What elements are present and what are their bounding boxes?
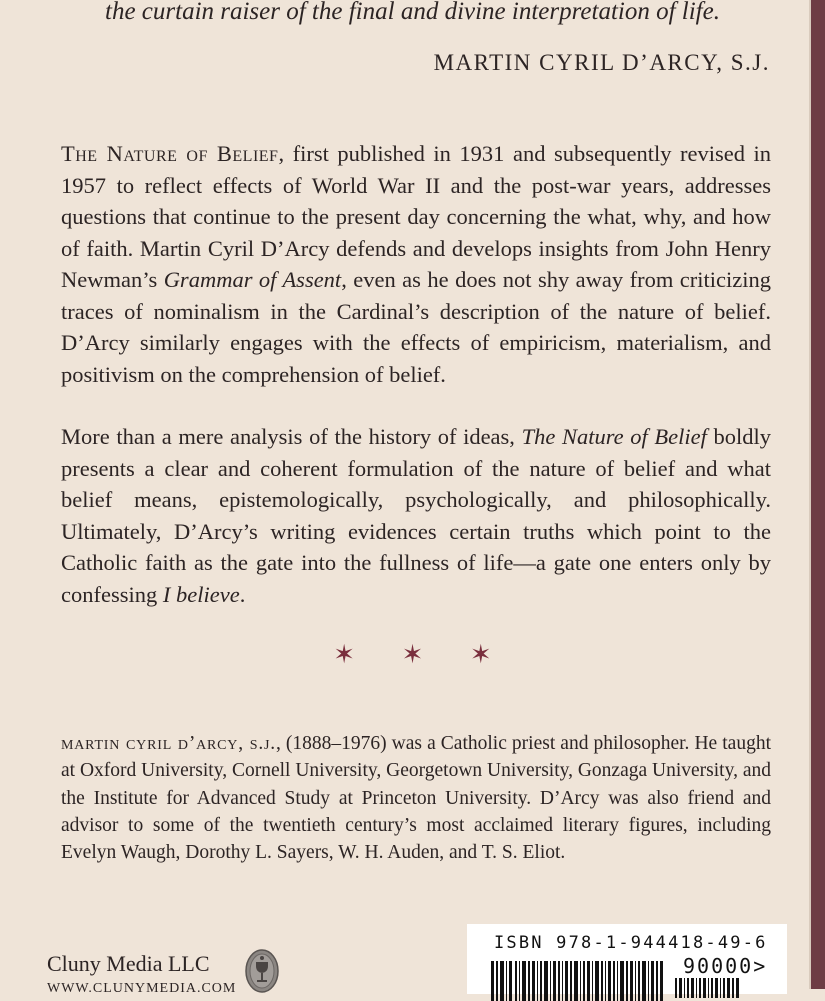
isbn-barcode: [467, 924, 787, 994]
author-bio: [61, 730, 771, 866]
epigraph-quote: the curtain raiser of the final and divine interpretation of life.: [105, 0, 720, 25]
description-paragraph-1: [61, 138, 771, 390]
publisher-seal-icon: [244, 948, 280, 994]
star-ornament-icon: ✶: [401, 640, 424, 669]
author-name: martin cyril d’arcy, s.j.: [61, 733, 276, 754]
description-paragraph-2: [61, 421, 771, 610]
spine-strip: [811, 0, 825, 989]
publisher-name: Cluny Media LLC: [47, 951, 210, 976]
price-code: 90000>: [683, 954, 768, 978]
emphasis-phrase: I believe: [162, 581, 240, 607]
ornament-divider: [0, 637, 825, 673]
referenced-book-title: Grammar of Assent: [163, 267, 342, 292]
book-title-italic: The Nature of Belief: [521, 424, 707, 449]
description-text: boldly presents a clear and coherent formulation of the nature of belief and what belief means, epistemologically, psychologically, and philosophically. Ultimately, D’Arcy’s writing evidences certain truths which point to the Catholic faith as the gate into the fullness of life—a gate one enters only by confessing: [61, 424, 771, 607]
description-text: , even as he does not shy away from criticizing traces of nominalism in the Cardinal’s description of the nature of belief. D’Arcy similarly engages with the effects of empiricism, materialism, and positivism on the comprehension of belief.: [61, 267, 771, 387]
description-text: .: [239, 581, 246, 607]
isbn-number: ISBN 978-1-944418-49-6: [494, 933, 768, 953]
addon-barcode-bars: [675, 978, 745, 998]
book-title-smallcaps: The Nature of Belief: [61, 141, 279, 166]
star-ornament-icon: ✶: [469, 640, 492, 669]
description-text: , first published in 1931 and subsequently revised in 1957 to reflect effects of World War II and the post-war years, addresses questions that continue to the present day concerning the what, why, and how of faith. Martin Cyril D’Arcy defends and develops insights from John Henry Newman’s: [61, 141, 771, 292]
barcode-bars: [491, 961, 671, 1001]
epigraph-attribution: MARTIN CYRIL D’ARCY, S.J.: [433, 50, 770, 75]
bio-text: , (1888–1976) was a Catholic priest and philosopher. He taught at Oxford University, Cornell University, Georgetown University, Gonzaga University, and the Institute for Advanced Study at Princeton University. D’Arcy was also friend and advisor to some of the twentieth century’s most acclaimed literary figures, including Evelyn Waugh, Dorothy L. Sayers, W. H. Auden, and T. S. Eliot.: [61, 733, 771, 864]
publisher-website: WWW.CLUNYMEDIA.COM: [47, 981, 237, 996]
star-ornament-icon: ✶: [333, 640, 356, 669]
description-text: More than a mere analysis of the history of ideas,: [61, 424, 522, 449]
